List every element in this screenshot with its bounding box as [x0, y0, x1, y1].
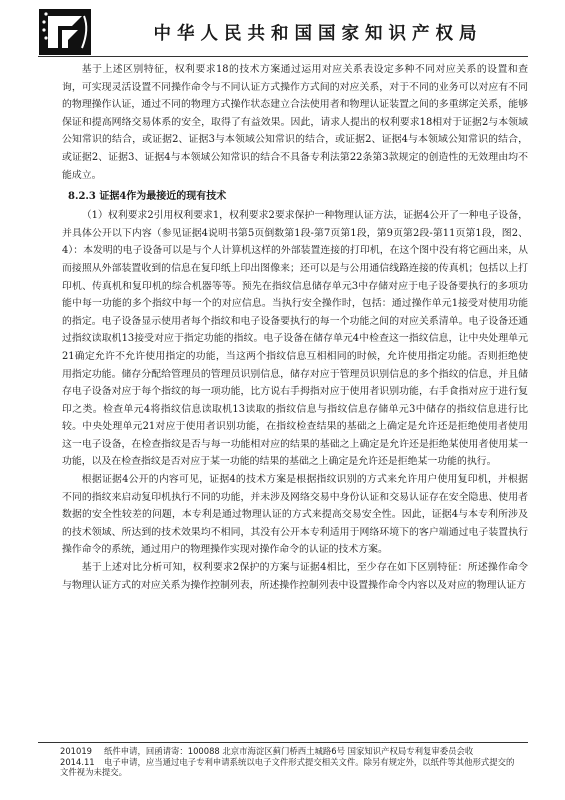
paragraph: 基于上述对比分析可知，权利要求2保护的方案与证据4相比，至少存在如下区别特征：所述操作命令与物理认证方式的对应关系为操作控制列表，所述操作控制列表中设置操作命令内容以及对应的物理认证方 — [62, 562, 528, 591]
paragraph: 基于上述区别特征，权利要求18的技术方案通过运用对应关系表设定多种不同对应关系的设置和查询，可实现灵活设置不同操作命令与不同认证方式操作方式间的对应关系，对于不同的业务可以对应有不同的物理操作认证，通过不同的物理方式操作状态建立合法使用者和物理认证装置之间的多重绑定关系，能够保证和提高网络交易体系的安全，取得了有益效果。因此，请求人提出的权利要求18相对于证据2与本领域公知常识的结合，或证据2、证据3与本领域公知常识的结合，或证据2、证据4与本领域公知常识的结合，或证据2、证据3、证据4与本领域公知常识的结合不具备专利法第22条第3款规定的创造性的无效理由均不能成立。 — [62, 64, 528, 181]
form-date: 2014.11 — [60, 756, 95, 767]
page-header — [38, 8, 528, 56]
footer-text-continued: 文件视为未提交。 — [60, 767, 127, 778]
footer-line — [60, 757, 530, 768]
form-code: 201019 — [60, 746, 92, 756]
section-heading: 8.2.3 证据4作为最接近的现有技术 — [68, 191, 227, 203]
organization-title: 中华人民共和国国家知识产权局 — [153, 24, 483, 44]
footer-divider — [38, 742, 528, 743]
footer-line — [60, 746, 530, 757]
paragraph: 根据证据4公开的内容可见，证据4的技术方案是根据指纹识别的方式来允许用户使用复印机，并根据不同的指纹来启动复印机执行不同的功能，并未涉及网络交易中身份认证和交易认证存在安全隐患、使用者数据的安全性较差的问题，本专利是通过物理认证的方式来提高交易安全性。因此，证据4与本专利所涉及的技术领域、所达到的技术效果均不相同，其没有公开本专利适用于网络环境下的客户端通过电子装置执行操作命令的系统，通过用户的物理操作实现对操作命令的认证的技术方案。 — [62, 474, 528, 556]
sipo-logo-icon — [38, 8, 92, 56]
document-body — [62, 61, 528, 594]
footer-text: 纸件申请，回函请寄：100088 北京市海淀区蓟门桥西土城路6号 国家知识产权局专利复审委员会收 — [104, 746, 474, 756]
header-divider — [38, 56, 528, 57]
page-footer — [60, 746, 530, 778]
footer-text: 电子申请，应当通过电子专利申请系统以电子文件形式提交相关文件。除另有规定外，以纸件等其他形式提交的 — [104, 756, 515, 767]
paragraph: （1）权利要求2引用权利要求1，权利要求2要求保护一种物理认证方法，证据4公开了一种电子设备，并具体公开以下内容（参见证据4说明书第5页倒数第1段-第7页第1段，第9页第2段-第11页第1段，图2、4）：本发明的电子设备可以是与个人计算机这样的外部装置连接的打印机，在这个图中没有将它画出来，从而接照从外部装置收到的信息在复印纸上印出图像来；还可以是与公用通信线路连接的传真机；包括以上打印机、传真机和复印机的综合机器等等。预先在指纹信息储存单元3中存储对应于电子设备要执行的多项功能中每一功能的多个指纹中每一个的对应信息。当执行安全操作时，包括：通过操作单元1接受对使用功能的指定。电子设备显示使用者每个指纹和电子设备要执行的每一个功能之间的对应关系清单。电子设备还通过指纹读取机13接受对应于指定功能的指纹。电子设备在储存单元4中检查这一指纹信息，让中央处理单元21确定允许不允许使用指定的功能，当这两个指纹信息互相相同的时候，允许使用指定功能。否则拒绝使用指定功能。储存分配给管理员的管理员识别信息，储存对应于管理员识别信息的多个指纹的信息，并且储存电子设备对应于每个指纹的每一项功能，比方说右手拇指对应于使用者识别功能，右手食指对应于进行复印之类。检查单元4将指纹信息读取机13读取的指纹信息与指纹信息存储单元3中储存的指纹信息进行比较。中央处理单元21对应于使用者识别功能，在指纹检查结果的基础之上确定是允许还是拒绝使用者使用这一电子设备，在检查指纹是否与每一功能相对应的结果的基础之上确定是允许还是拒绝某使用者使用某一功能，以及在检查指纹是否对应于某一功能的结果的基础之上确定是允许还是拒绝某一功能的执行。 — [62, 210, 528, 468]
